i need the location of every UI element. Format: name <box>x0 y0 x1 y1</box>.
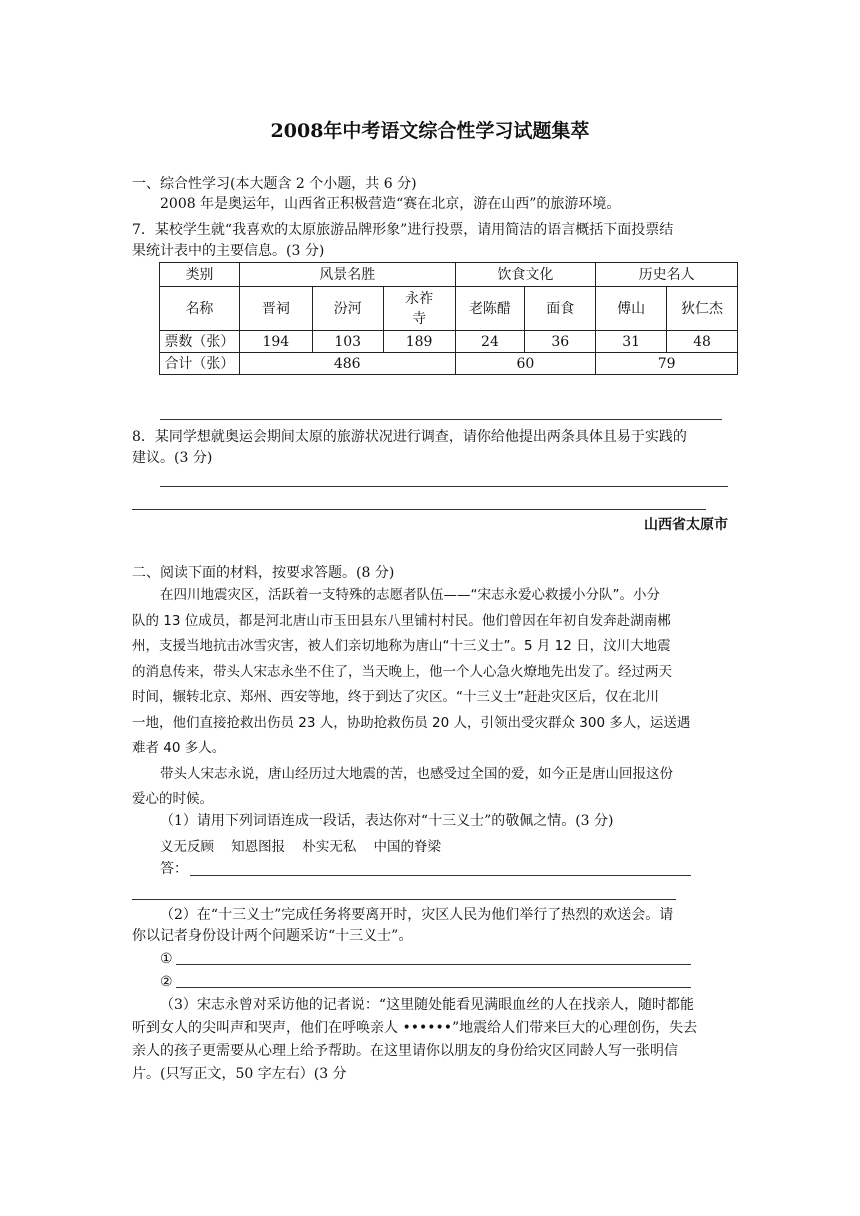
table-row <box>160 353 738 375</box>
passage-para1-line4: 的消息传来，带头人宋志永坐不住了，当天晚上，他一个人心急火燎地先出发了。经过两天 <box>132 664 672 680</box>
answer-label: 答： <box>160 861 188 877</box>
passage-para2-line1: 带头人宋志永说，唐山经历过大地震的苦，也感受过全国的爱，如今正是唐山回报这份 <box>160 766 673 782</box>
table-cell-wrapped <box>383 287 455 331</box>
table-cell: 名称 <box>160 287 240 331</box>
vote-stats-table <box>159 262 738 375</box>
question-1-words: 义无反顾 知恩图报 朴实无私 中国的脊梁 <box>160 839 441 855</box>
table-row <box>160 331 738 353</box>
table-cell: 汾河 <box>312 287 383 331</box>
table-cell: 老陈醋 <box>455 287 525 331</box>
table-cell: 票数（张） <box>160 331 240 353</box>
table-cell: 79 <box>596 353 738 375</box>
question-3-line3: 亲人的孩子更需要从心理上给予帮助。在这里请你以朋友的身份给灾区同龄人写一张明信 <box>132 1043 678 1059</box>
table-cell: 194 <box>239 331 312 353</box>
table-cell: 103 <box>312 331 383 353</box>
wrap-line: 永祚 <box>405 290 434 307</box>
table-cell: 晋祠 <box>239 287 312 331</box>
section1-intro: 2008 年是奥运年，山西省正积极营造“赛在北京，游在山西”的旅游环境。 <box>160 196 621 212</box>
passage-para1-line3: 州，支援当地抗击冰雪灾害，被人们亲切地称为唐山“十三义士”。5 月 12 日，汶川大地震 <box>132 638 671 654</box>
passage-para1-line1: 在四川地震灾区，活跃着一支特殊的志愿者队伍——“宋志永爱心救援小分队”。小分 <box>160 587 660 603</box>
section2-heading: 二、阅读下面的材料，按要求答题。(8 分) <box>132 565 395 581</box>
passage-para2-line2: 爱心的时候。 <box>132 791 213 807</box>
table-cell: 36 <box>525 331 596 353</box>
table-cell: 类别 <box>160 263 240 287</box>
table-cell: 60 <box>455 353 596 375</box>
page-title: 2008年中考语文综合性学习试题集萃 <box>270 120 590 142</box>
table-cell: 24 <box>455 331 525 353</box>
wrap-line: 寺 <box>412 310 427 327</box>
answer-line <box>160 419 722 420</box>
table-cell: 饮食文化 <box>455 263 596 287</box>
table-cell: 486 <box>239 353 455 375</box>
answer-line <box>160 486 728 487</box>
table-row <box>160 287 738 331</box>
table-row <box>160 263 738 287</box>
table-cell: 189 <box>383 331 455 353</box>
table-cell: 狄仁杰 <box>667 287 738 331</box>
table-cell: 48 <box>667 331 738 353</box>
answer-line <box>176 987 691 988</box>
q7-line1: 7．某校学生就“我喜欢的太原旅游品牌形象”进行投票，请用简洁的语言概括下面投票结 <box>132 222 674 238</box>
table-cell: 31 <box>596 331 667 353</box>
table-cell: 历史名人 <box>596 263 738 287</box>
blank-marker-2: ② <box>160 974 173 990</box>
passage-para1-line7: 难者 40 多人。 <box>132 740 226 756</box>
passage-para1-line5: 时间，辗转北京、郑州、西安等地，终于到达了灾区。“十三义士”赶赴灾区后，仅在北川 <box>132 689 659 705</box>
answer-line <box>132 899 676 900</box>
q8-line1: 8．某同学想就奥运会期间太原的旅游状况进行调查，请你给他提出两条具体且易于实践的 <box>132 429 687 445</box>
question-2-line1: （2）在“十三义士”完成任务将要离开时，灾区人民为他们举行了热烈的欢送会。请 <box>160 907 674 923</box>
answer-line <box>190 875 691 876</box>
section1-heading: 一、综合性学习(本大题含 2 个小题，共 6 分) <box>132 176 417 192</box>
answer-line <box>176 964 691 965</box>
question-3-line2: 听到女人的尖叫声和哭声，他们在呼唤亲人 ••••••”地震给人们带来巨大的心理创伤，失去 <box>132 1020 698 1036</box>
question-3-line1: （3）宋志永曾对采访他的记者说：“这里随处能看见满眼血丝的人在找亲人，随时都能 <box>160 997 695 1013</box>
q7-line2: 果统计表中的主要信息。(3 分) <box>132 243 325 259</box>
answer-line <box>132 509 706 510</box>
question-3-line4: 片。(只写正文，50 字左右）(3 分 <box>132 1066 347 1082</box>
table-cell: 傅山 <box>596 287 667 331</box>
passage-para1-line6: 一地，他们直接抢救出伤员 23 人，协助抢救伤员 20 人，引领出受灾群众 300 多人，运送遇 <box>132 715 691 731</box>
table-cell: 合计（张） <box>160 353 240 375</box>
q8-line2: 建议。(3 分) <box>132 450 213 466</box>
question-1: （1）请用下列词语连成一段话，表达你对“十三义士”的敬佩之情。(3 分) <box>160 813 614 829</box>
table-cell: 面食 <box>525 287 596 331</box>
table-cell: 风景名胜 <box>239 263 455 287</box>
question-2-line2: 你以记者身份设计两个问题采访“十三义士”。 <box>132 928 413 944</box>
passage-para1-line2: 队的 13 位成员，都是河北唐山市玉田县东八里铺村村民。他们曾因在年初自发奔赴湖南郴 <box>132 613 671 629</box>
blank-marker-1: ① <box>160 951 173 967</box>
source-label: 山西省太原市 <box>644 517 728 533</box>
